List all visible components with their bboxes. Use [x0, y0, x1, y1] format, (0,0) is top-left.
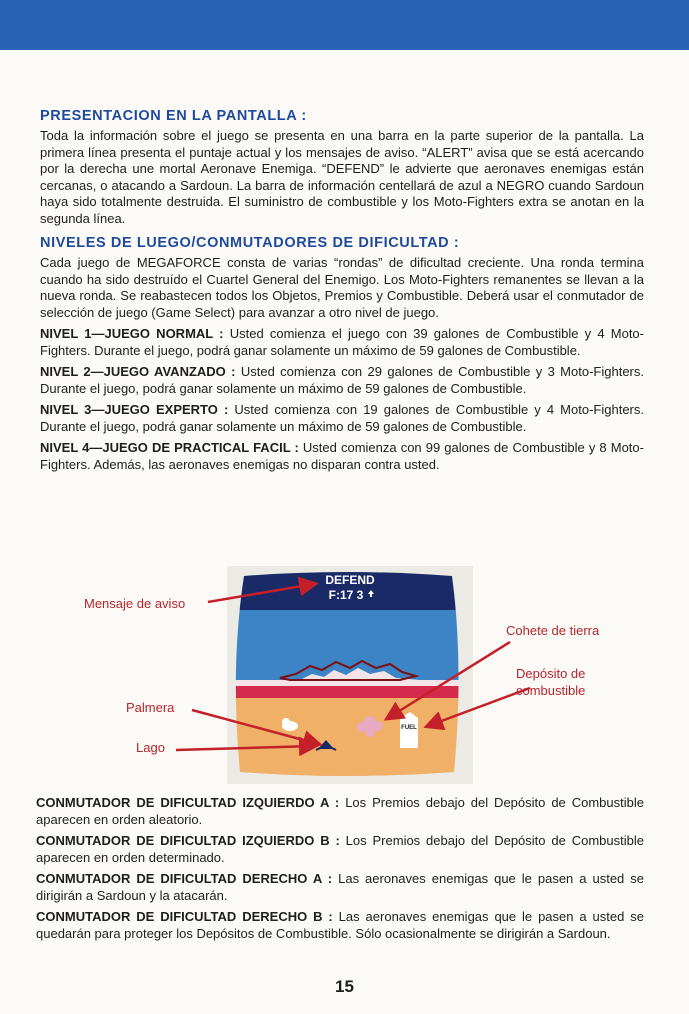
label-fuel-depot-2: combustible: [516, 683, 586, 698]
switch-right-a-label: CONMUTADOR DE DIFICULTAD DERECHO A :: [36, 871, 333, 886]
level-1-paragraph: [40, 326, 644, 359]
level-2-paragraph: [40, 364, 644, 397]
section-title-levels: NIVELES DE LUEGO/CONMUTADORES DE DIFICULTAD :: [40, 235, 460, 251]
section-body-levels: Cada juego de MEGAFORCE consta de varias “rondas” de dificultad creciente. Una ronda termina cuando ha sido destruído el Cuartel General del Enemigo. Los Moto-Fighters remanentes se llevan a la nueva ronda. Se reabastecen todos los Objetos, Premios y Combustible. Deberá usar el conmutador de selección de juego (Game Select) para avanzar a otro nivel de juego.: [40, 255, 644, 320]
level-4-text: Usted comienza con 99 galones de Combustible y 8 Moto-Fighters. Además, las aeronaves enemigas no disparan contra usted.: [40, 440, 644, 472]
switch-right-a-text: Las aeronaves enemigas que le pasen a usted se dirigirán a Sardoun y la atacarán.: [36, 871, 644, 903]
switch-right-b-text: Las aeronaves enemigas que le pasen a usted se quedarán para proteger los Depósitos de Combustible. Sólo ocasionalmente se dirigirán a Sardoun.: [36, 909, 644, 941]
game-screen-figure: [0, 566, 689, 786]
switch-right-b: [36, 909, 644, 942]
label-fuel-depot-1: Depósito de: [516, 666, 586, 681]
fuel-depot-text: FUEL: [401, 725, 417, 731]
switch-right-a: [36, 871, 644, 904]
fuel-depot-icon: [400, 712, 418, 748]
difficulty-switches: [36, 795, 644, 947]
section-title-screen: PRESENTACION EN LA PANTALLA :: [40, 108, 307, 124]
sky: [220, 610, 480, 680]
switch-right-b-label: CONMUTADOR DE DIFICULTAD DERECHO B :: [36, 909, 333, 924]
page-number: 15: [335, 977, 354, 996]
level-3-text: Usted comienza con 19 galones de Combustible y 4 Moto-Fighters. Durante el juego, podrá ganar solamente un máximo de 59 galones de Combustible.: [40, 402, 644, 434]
top-color-bar: [0, 0, 689, 50]
screen-alert-text: DEFEND: [325, 573, 375, 587]
label-ground-rocket: Cohete de tierra: [506, 623, 600, 638]
level-4-label: NIVEL 4—JUEGO DE PRACTICAL FACIL :: [40, 440, 299, 455]
level-2-text: Usted comienza con 29 galones de Combustible y 3 Moto-Fighters. Durante el juego, podrá ganar solamente un máximo de 59 galones de Combustible.: [40, 364, 644, 396]
label-palm-tree: Palmera: [126, 700, 175, 715]
section-body-screen: Toda la información sobre el juego se presenta en una barra en la parte superior de la pantalla. La primera línea presenta el puntaje actual y los mensajes de aviso. “ALERT” avisa que se está acercando por la derecha une mortal Aeronave Enemiga. “DEFEND” le advierte que aeronaves enemigas están cercanas, o atacando a Sardoun. La barra de información centellará de azul a NEGRO cuando Sardoun haya sido totalmente destruida. El suministro de combustible y los Moto-Fighters extra se anotan en la segunda línea.: [40, 128, 644, 226]
switch-left-b: [36, 833, 644, 866]
level-3-label: NIVEL 3—JUEGO EXPERTO :: [40, 402, 229, 417]
label-lake: Lago: [136, 740, 165, 755]
switch-left-a: [36, 795, 644, 828]
level-4-paragraph: [40, 440, 644, 473]
main-text: [40, 108, 644, 473]
switch-left-a-text: Los Premios debajo del Depósito de Combustible aparecen en orden aleatorio.: [36, 795, 644, 827]
switch-left-b-text: Los Premios debajo del Depósito de Combustible aparecen en orden determinado.: [36, 833, 644, 865]
horizon-stripe: [220, 686, 480, 698]
screen-fuel-text: F:17 3: [328, 588, 364, 602]
level-1-label: NIVEL 1—JUEGO NORMAL :: [40, 326, 224, 341]
label-warning-message: Mensaje de aviso: [84, 596, 186, 611]
level-3-paragraph: [40, 402, 644, 435]
level-1-text: Usted comienza el juego con 39 galones de Combustible y 4 Moto-Fighters. Durante el juego, podrá ganar solamente un máximo de 59 galones de Combustible.: [40, 326, 644, 358]
sand: [220, 698, 480, 786]
switch-left-a-label: CONMUTADOR DE DIFICULTAD IZQUIERDO A :: [36, 795, 340, 810]
level-2-label: NIVEL 2—JUEGO AVANZADO :: [40, 364, 236, 379]
switch-left-b-label: CONMUTADOR DE DIFICULTAD IZQUIERDO B :: [36, 833, 340, 848]
